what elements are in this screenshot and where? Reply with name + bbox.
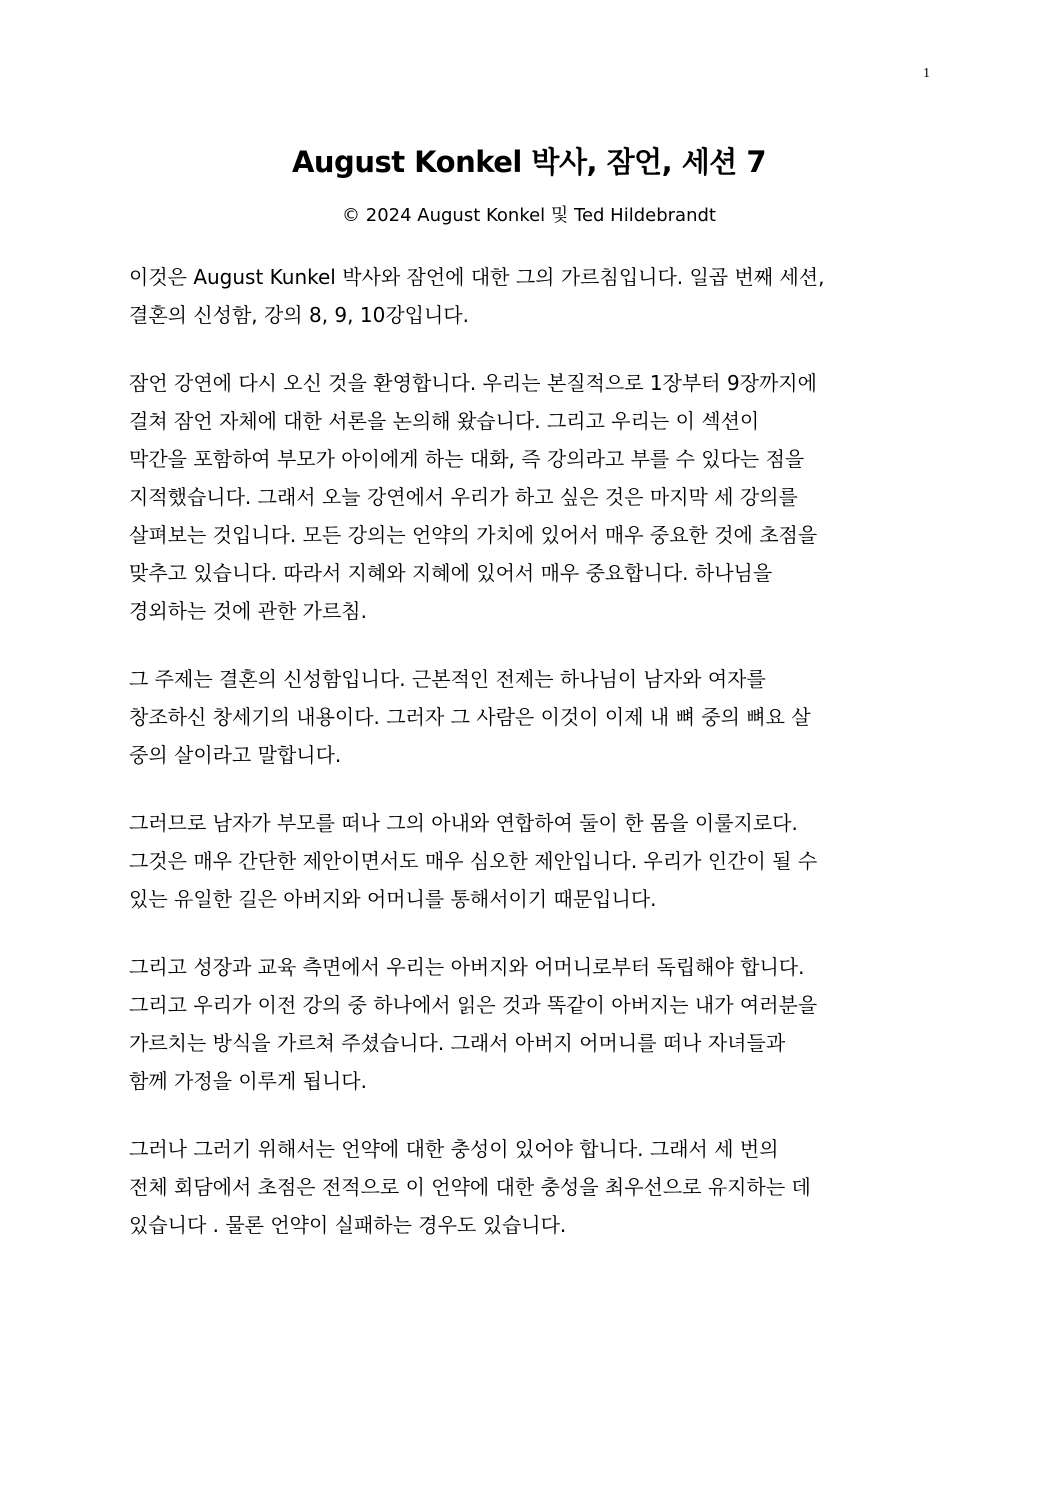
text-line: 그러나 그러기 위해서는 언약에 대한 충성이 있어야 합니다. 그래서 세 번의	[129, 1137, 779, 1161]
document-body	[129, 258, 929, 1274]
text-line: 걸쳐 잠언 자체에 대한 서론을 논의해 왔습니다. 그리고 우리는 이 섹션이	[129, 409, 760, 433]
text-line: 맞추고 있습니다. 따라서 지혜와 지혜에 있어서 매우 중요합니다. 하나님을	[129, 561, 773, 585]
paragraph	[129, 660, 929, 774]
text-line: 가르치는 방식을 가르쳐 주셨습니다. 그래서 아버지 어머니를 떠나 자녀들과	[129, 1031, 786, 1055]
text-line: 이것은 August Kunkel 박사와 잠언에 대한 그의 가르침입니다. 일곱 번째 세션,	[129, 265, 825, 289]
text-line: 지적했습니다. 그래서 오늘 강연에서 우리가 하고 싶은 것은 마지막 세 강의를	[129, 485, 798, 509]
text-line: 전체 회담에서 초점은 전적으로 이 언약에 대한 충성을 최우선으로 유지하는 데	[129, 1175, 811, 1199]
text-line: 경외하는 것에 관한 가르침.	[129, 599, 367, 623]
paragraph	[129, 258, 929, 334]
text-line: 결혼의 신성함, 강의 8, 9, 10강입니다.	[129, 303, 469, 327]
text-line: 중의 살이라고 말합니다.	[129, 743, 342, 767]
paragraph	[129, 948, 929, 1100]
document-title: August Konkel 박사, 잠언, 세션 7	[291, 145, 767, 179]
text-line: 그리고 성장과 교육 측면에서 우리는 아버지와 어머니로부터 독립해야 합니다.	[129, 955, 805, 979]
text-line: 창조하신 창세기의 내용이다. 그러자 그 사람은 이것이 이제 내 뼈 중의 뼈요 살	[129, 705, 811, 729]
text-line: 함께 가정을 이루게 됩니다.	[129, 1069, 367, 1093]
text-line: 그 주제는 결혼의 신성함입니다. 근본적인 전제는 하나님이 남자와 여자를	[129, 667, 766, 691]
page-number: 1	[923, 66, 930, 81]
text-line: 그러므로 남자가 부모를 떠나 그의 아내와 연합하여 둘이 한 몸을 이룰지로다.	[129, 811, 798, 835]
paragraph	[129, 804, 929, 918]
text-line: 그것은 매우 간단한 제안이면서도 매우 심오한 제안입니다. 우리가 인간이 될 수	[129, 849, 818, 873]
text-line: 잠언 강연에 다시 오신 것을 환영합니다. 우리는 본질적으로 1장부터 9장까지에	[129, 371, 817, 395]
text-line: 있는 유일한 길은 아버지와 어머니를 통해서이기 때문입니다.	[129, 887, 657, 911]
text-line: 그리고 우리가 이전 강의 중 하나에서 읽은 것과 똑같이 아버지는 내가 여러분을	[129, 993, 818, 1017]
text-line: 막간을 포함하여 부모가 아이에게 하는 대화, 즉 강의라고 부를 수 있다는 점을	[129, 447, 805, 471]
paragraph	[129, 1130, 929, 1244]
text-line: 살펴보는 것입니다. 모든 강의는 언약의 가치에 있어서 매우 중요한 것에 초점을	[129, 523, 818, 547]
text-line: 있습니다 . 물론 언약이 실패하는 경우도 있습니다.	[129, 1213, 567, 1237]
paragraph	[129, 364, 929, 630]
copyright-line: © 2024 August Konkel 및 Ted Hildebrandt	[342, 205, 716, 226]
